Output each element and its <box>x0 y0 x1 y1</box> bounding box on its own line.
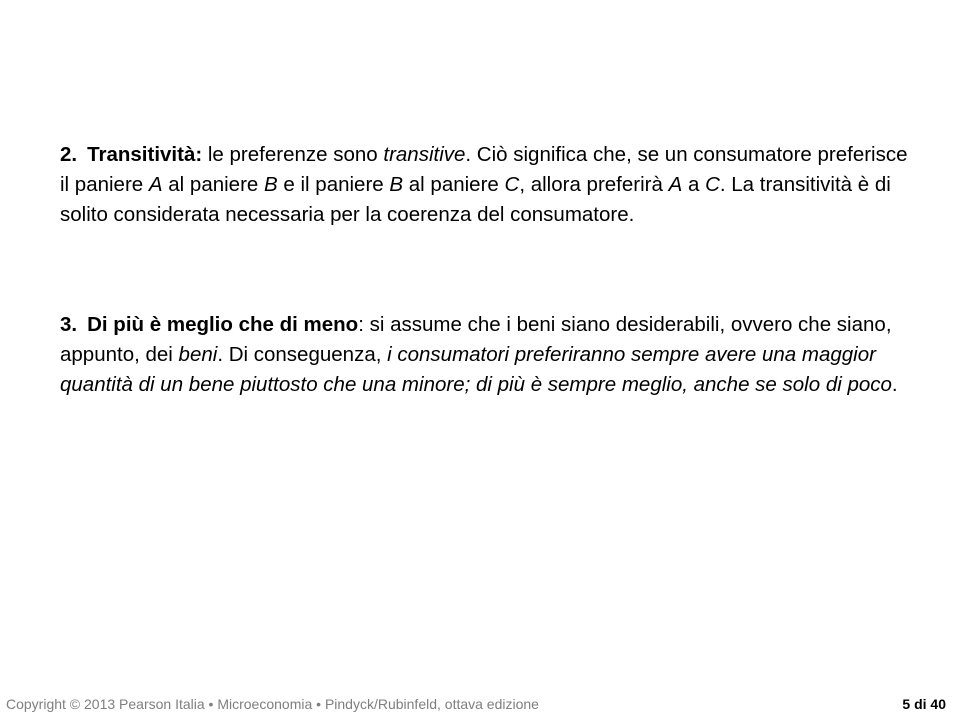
item-title: Transitività: <box>87 143 203 166</box>
text-italic: C <box>705 173 720 196</box>
text-segment: . <box>891 373 898 396</box>
text-segment: le preferenze sono <box>202 143 384 166</box>
text-segment: , allora preferirà <box>519 173 669 196</box>
text-segment: . La transitività è di solito considerata necessaria per la coerenza del consumatore. <box>60 173 891 226</box>
text-italic: B <box>264 173 278 196</box>
text-segment: . Di conseguenza, <box>217 343 388 366</box>
paragraph-transitivity <box>60 140 910 230</box>
text-segment: a <box>682 173 706 196</box>
text-italic: transitive <box>383 143 466 166</box>
footer-copyright: Copyright © 2013 Pearson Italia • Microeconomia • Pindyck/Rubinfeld, ottava edizione <box>6 696 539 712</box>
text-italic: A <box>148 173 163 196</box>
item-number: 3. <box>60 313 78 336</box>
text-italic: i consumatori preferiranno sempre avere una maggior quantità di un bene piuttosto che una minore; di più è sempre meglio, anche se solo di poco <box>60 343 892 396</box>
text-italic: A <box>668 173 683 196</box>
text-italic: B <box>389 173 404 196</box>
text-italic: beni <box>178 343 218 366</box>
text-segment: e il paniere <box>277 173 390 196</box>
paragraph-more-is-better <box>60 310 910 400</box>
text-segment: al paniere <box>403 173 505 196</box>
item-number: 2. <box>60 143 78 166</box>
text-italic: C <box>504 173 520 196</box>
item-title: Di più è meglio che di meno <box>87 313 359 336</box>
text-segment: . Ciò significa che, se un consumatore preferisce il paniere <box>60 143 908 196</box>
page-number: 5 di 40 <box>902 696 946 712</box>
text-segment: : si assume che i beni siano desiderabili, ovvero che siano, appunto, dei <box>60 313 892 366</box>
text-segment: al paniere <box>162 173 265 196</box>
